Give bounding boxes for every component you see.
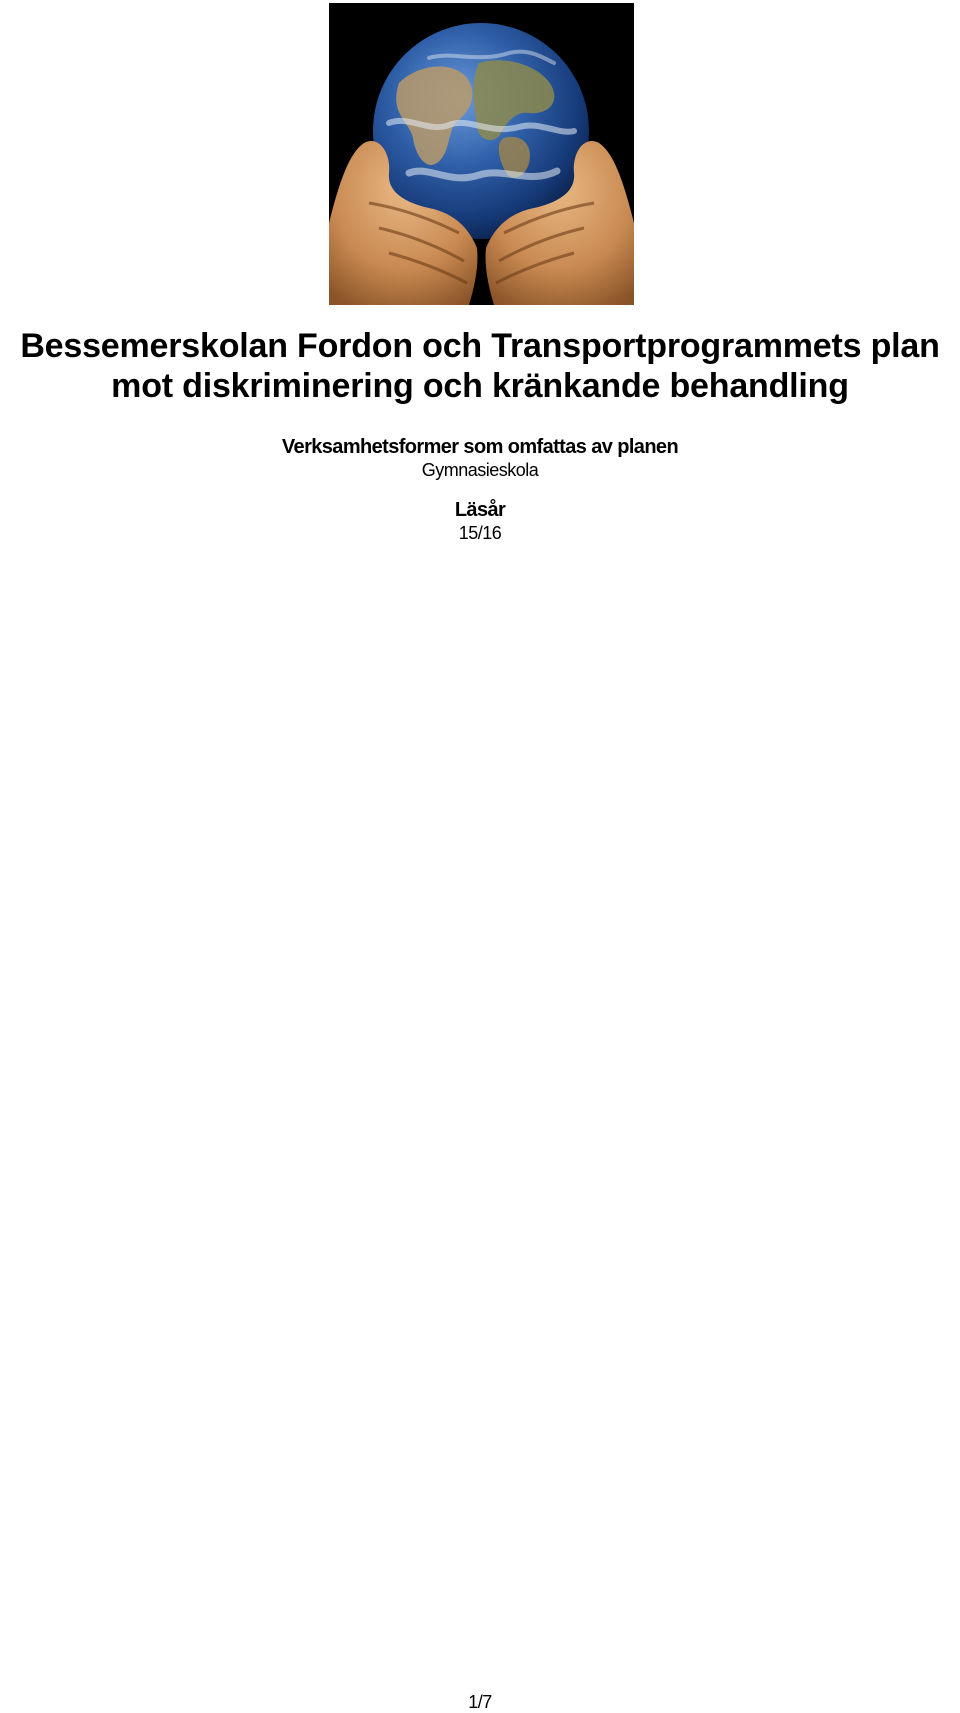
- lasar-value: 15/16: [458, 523, 502, 543]
- verksamhetsformer-value: Gymnasieskola: [421, 460, 539, 480]
- verksamhetsformer-section: [0, 435, 960, 481]
- page-title-line-1: Bessemerskolan Fordon och Transportprogrammets plan: [20, 327, 940, 365]
- page-number: 1/7: [468, 1692, 492, 1712]
- page-title: [0, 326, 960, 406]
- page-title-line-2: mot diskriminering och kränkande behandling: [111, 367, 849, 405]
- lasar-section: [0, 498, 960, 544]
- globe-in-hands-icon: [329, 3, 634, 305]
- lasar-label: Läsår: [454, 499, 506, 521]
- verksamhetsformer-label: Verksamhetsformer som omfattas av planen: [281, 436, 679, 458]
